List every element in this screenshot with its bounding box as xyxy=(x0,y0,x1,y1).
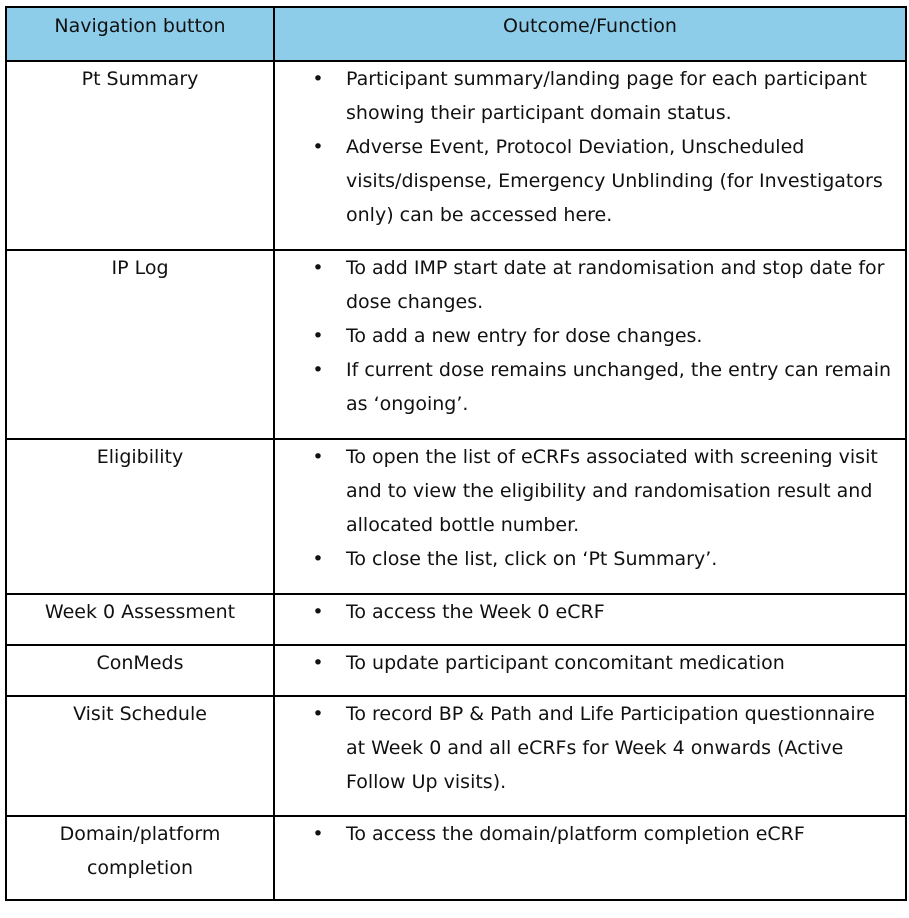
bullet-list xyxy=(275,595,893,629)
bullet-text: If current dose remains unchanged, the entry can remain as ‘ongoing’. xyxy=(346,359,892,415)
header-outcome-function: Outcome/Function xyxy=(274,7,906,61)
table-row xyxy=(6,250,906,439)
table-row xyxy=(6,816,906,900)
bullet-icon: • xyxy=(312,68,324,90)
nav-button-cell: Eligibility xyxy=(6,439,274,594)
bullet-text: To record BP & Path and Life Participation questionnaire at Week 0 and all eCRFs for Week 4 onwards (Active Follow Up visits). xyxy=(346,703,875,793)
bullet-text: Adverse Event, Protocol Deviation, Unscheduled visits/dispense, Emergency Unblinding (for Investigators only) can be accessed here. xyxy=(346,136,883,226)
bullet-item xyxy=(275,440,893,542)
bullet-item xyxy=(275,697,893,799)
bullet-text: To update participant concomitant medication xyxy=(346,652,785,674)
bullet-list xyxy=(275,646,893,680)
nav-button-cell: Pt Summary xyxy=(6,61,274,250)
bullet-text: To close the list, click on ‘Pt Summary’. xyxy=(346,548,718,570)
outcome-cell xyxy=(274,61,906,250)
bullet-item xyxy=(275,353,893,421)
bullet-item xyxy=(275,646,893,680)
bullet-icon: • xyxy=(312,703,324,725)
header-row xyxy=(6,7,906,61)
bullet-icon: • xyxy=(312,257,324,279)
bullet-list xyxy=(275,62,893,232)
table-header xyxy=(6,7,906,61)
navigation-table xyxy=(5,6,907,901)
table-row xyxy=(6,61,906,250)
bullet-icon: • xyxy=(312,548,324,570)
bullet-list xyxy=(275,440,893,576)
bullet-list xyxy=(275,251,893,421)
bullet-text: Participant summary/landing page for each participant showing their participant domain status. xyxy=(346,68,867,124)
nav-button-cell: Visit Schedule xyxy=(6,696,274,816)
bullet-icon: • xyxy=(312,136,324,158)
bullet-icon: • xyxy=(312,325,324,347)
bullet-icon: • xyxy=(312,359,324,381)
nav-button-cell: Week 0 Assessment xyxy=(6,594,274,645)
bullet-icon: • xyxy=(312,446,324,468)
bullet-list xyxy=(275,697,893,799)
table-row xyxy=(6,696,906,816)
bullet-item xyxy=(275,62,893,130)
outcome-cell xyxy=(274,696,906,816)
bullet-item xyxy=(275,817,893,851)
bullet-text: To open the list of eCRFs associated with screening visit and to view the eligibility and randomisation result and allocated bottle number. xyxy=(346,446,878,536)
bullet-item xyxy=(275,595,893,629)
bullet-icon: • xyxy=(312,652,324,674)
bullet-icon: • xyxy=(312,823,324,845)
table-row xyxy=(6,594,906,645)
outcome-cell xyxy=(274,250,906,439)
bullet-item xyxy=(275,130,893,232)
table-row xyxy=(6,439,906,594)
bullet-item xyxy=(275,542,893,576)
bullet-item xyxy=(275,251,893,319)
bullet-icon: • xyxy=(312,601,324,623)
bullet-list xyxy=(275,817,893,851)
bullet-item xyxy=(275,319,893,353)
bullet-text: To add a new entry for dose changes. xyxy=(346,325,703,347)
bullet-text: To access the domain/platform completion eCRF xyxy=(346,823,805,845)
nav-button-cell: ConMeds xyxy=(6,645,274,696)
outcome-cell xyxy=(274,594,906,645)
table-row xyxy=(6,645,906,696)
bullet-text: To access the Week 0 eCRF xyxy=(346,601,605,623)
nav-button-cell: IP Log xyxy=(6,250,274,439)
table-body xyxy=(6,61,906,900)
outcome-cell xyxy=(274,816,906,900)
outcome-cell xyxy=(274,645,906,696)
nav-button-cell: Domain/platform completion xyxy=(6,816,274,900)
outcome-cell xyxy=(274,439,906,594)
bullet-text: To add IMP start date at randomisation and stop date for dose changes. xyxy=(346,257,885,313)
header-navigation-button: Navigation button xyxy=(6,7,274,61)
